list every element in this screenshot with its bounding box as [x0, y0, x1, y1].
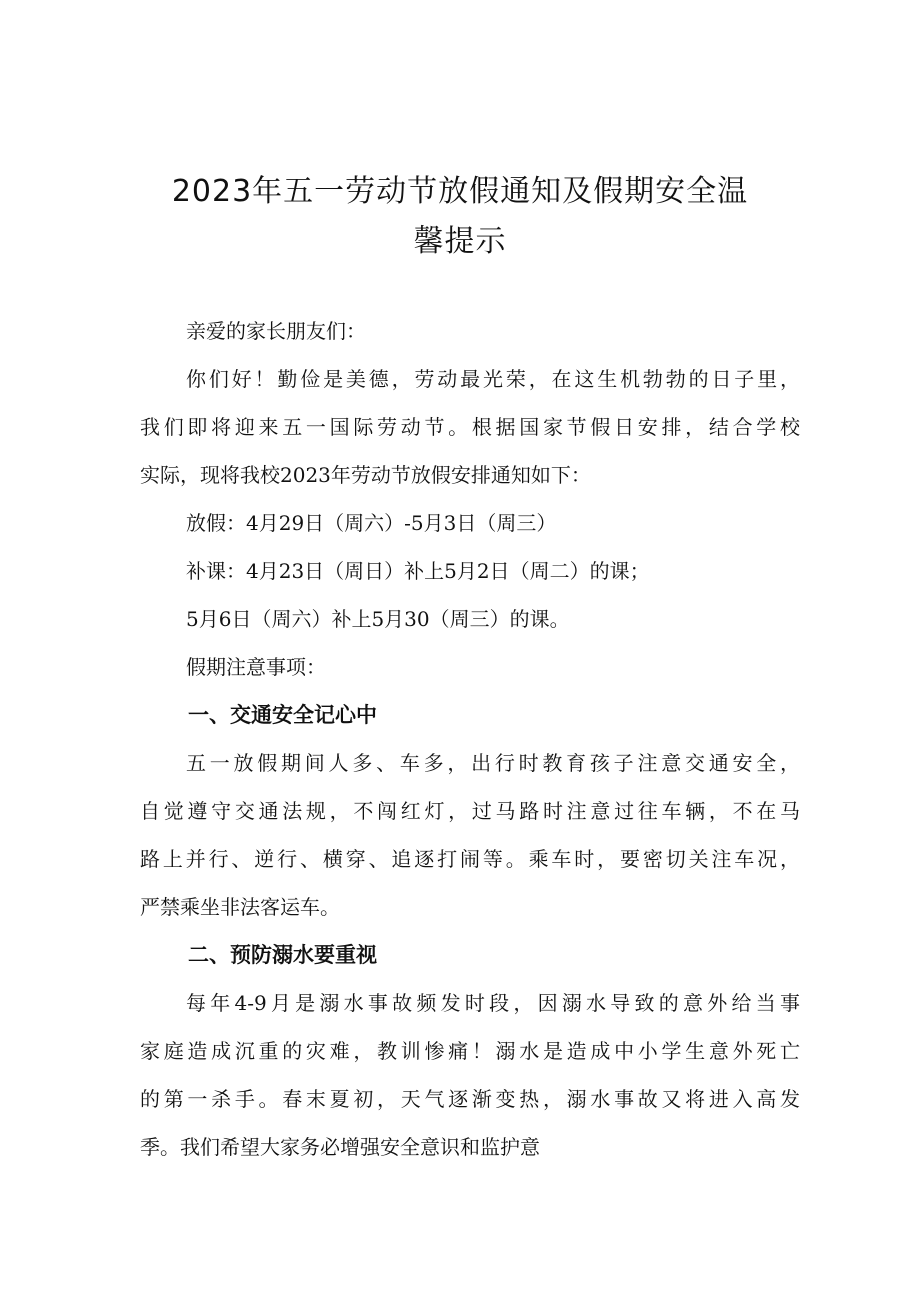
- document-title-line-1: 2023年五一劳动节放假通知及假期安全温: [171, 174, 749, 209]
- section-1-line-2: 自觉遵守交通法规，不闯红灯，过马路时注意过往车辆，不在马: [140, 799, 800, 823]
- holiday-dates: 放假：4月29日（周六）-5月3日（周三）: [186, 511, 557, 535]
- intro-line-3: 实际，现将我校2023年劳动节放假安排通知如下：: [140, 463, 591, 487]
- document-title-line-2: 馨提示: [413, 224, 507, 259]
- section-1-line-1: 五一放假期间人多、车多，出行时教育孩子注意交通安全，: [186, 751, 800, 775]
- section-1-heading: 一、交通安全记心中: [188, 703, 377, 727]
- section-1-line-3: 路上并行、逆行、横穿、追逐打闹等。乘车时，要密切关注车况，: [140, 847, 800, 871]
- makeup-class-2: 5月6日（周六）补上5月30（周三）的课。: [186, 607, 570, 631]
- intro-line-2: 我们即将迎来五一国际劳动节。根据国家节假日安排，结合学校: [140, 415, 800, 439]
- section-2-line-4: 季。我们希望大家务必增强安全意识和监护意: [140, 1135, 540, 1159]
- section-2-heading: 二、预防溺水要重视: [188, 943, 377, 967]
- section-2-line-1: 每年4-9月是溺水事故频发时段，因溺水导致的意外给当事: [186, 991, 800, 1015]
- salutation: 亲爱的家长朋友们：: [186, 319, 366, 343]
- section-1-line-4: 严禁乘坐非法客运车。: [140, 895, 340, 919]
- notes-label: 假期注意事项：: [186, 655, 326, 679]
- makeup-class-1: 补课：4月23日（周日）补上5月2日（周二）的课；: [186, 559, 650, 583]
- section-2-line-2: 家庭造成沉重的灾难，教训惨痛！溺水是造成中小学生意外死亡: [140, 1039, 800, 1063]
- intro-line-1: 你们好！勤俭是美德，劳动最光荣，在这生机勃勃的日子里，: [186, 367, 800, 391]
- section-2-line-3: 的第一杀手。春末夏初，天气逐渐变热，溺水事故又将进入高发: [140, 1087, 800, 1111]
